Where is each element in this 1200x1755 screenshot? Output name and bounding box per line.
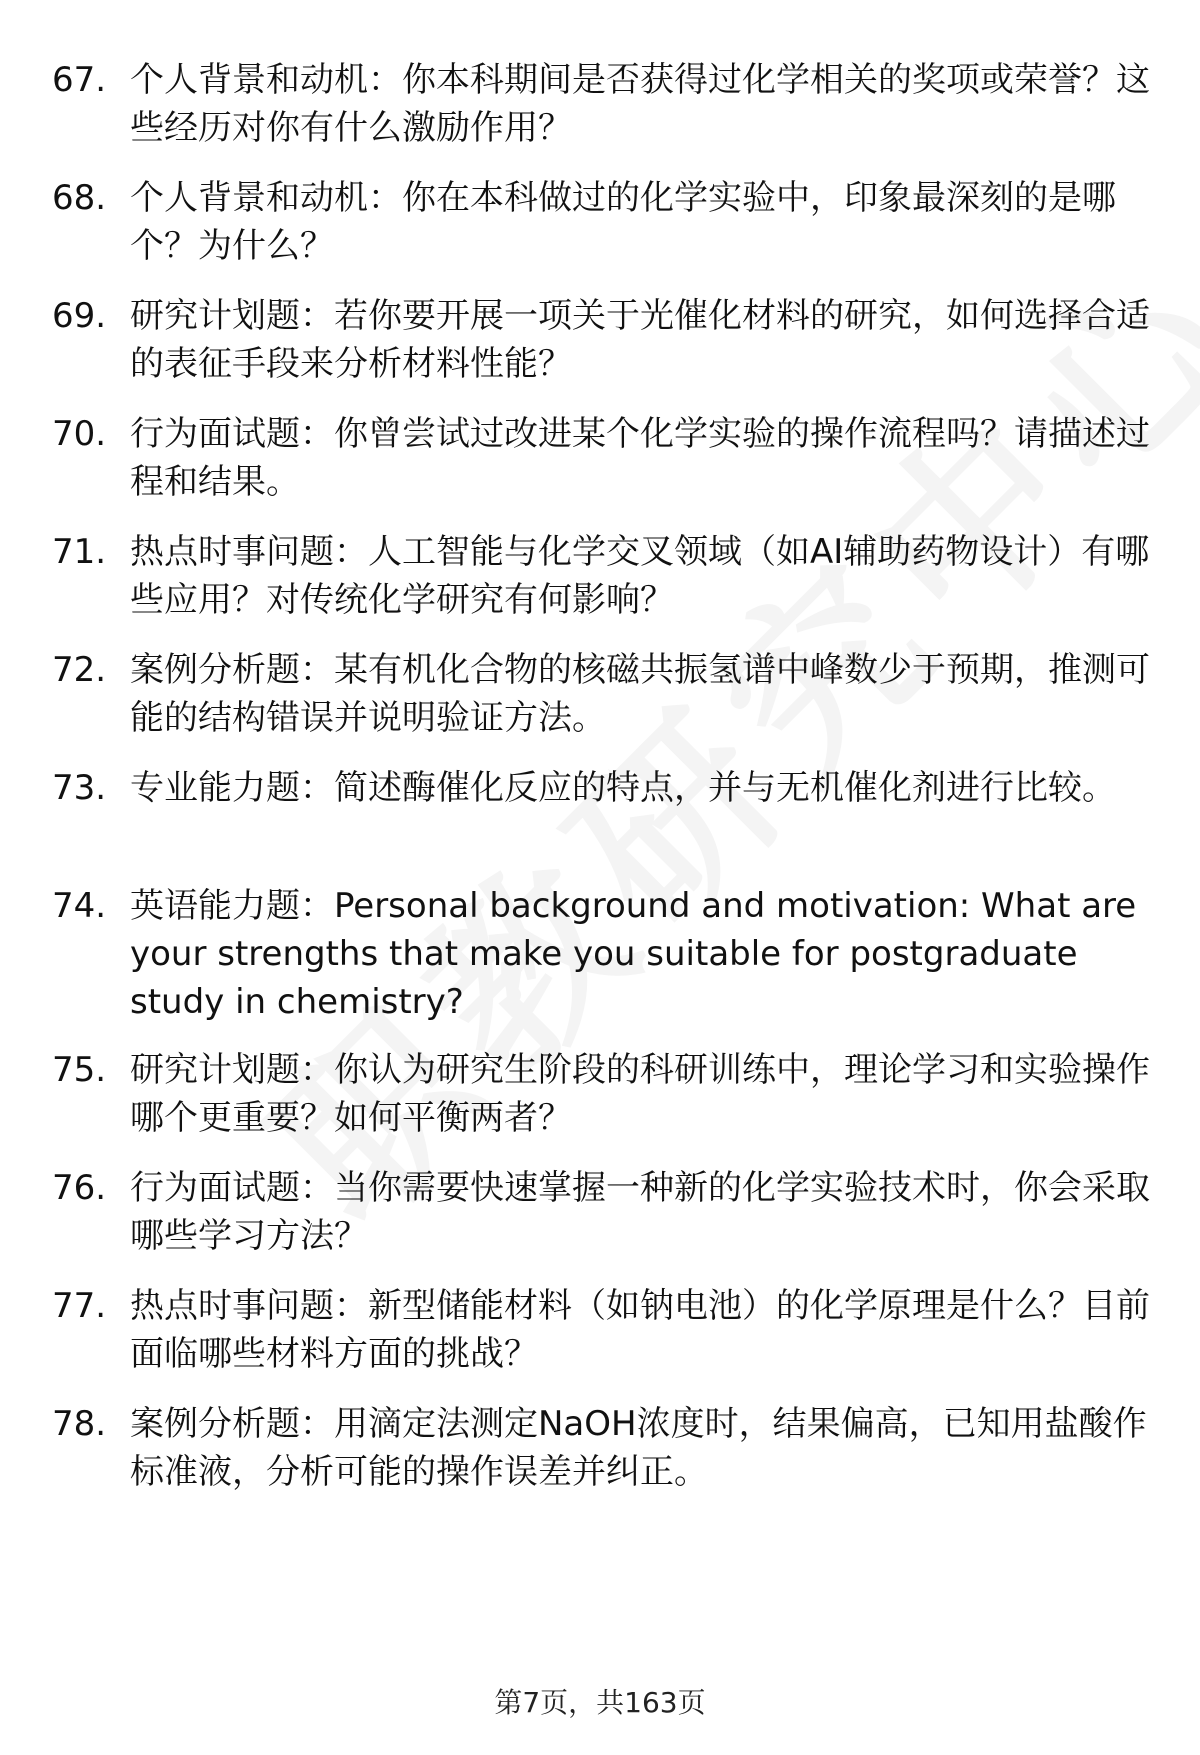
question-text: 个人背景和动机：你本科期间是否获得过化学相关的奖项或荣誉？这些经历对你有什么激励作用？ [130, 60, 1150, 148]
question-number: 68. [52, 178, 107, 218]
question-text: 个人背景和动机：你在本科做过的化学实验中，印象最深刻的是哪个？为什么？ [130, 178, 1116, 266]
question-number: 77. [52, 1286, 107, 1326]
question-number: 67. [52, 60, 107, 100]
question-text: 研究计划题：若你要开展一项关于光催化材料的研究，如何选择合适的表征手段来分析材料性能？ [130, 296, 1150, 384]
question-text: 热点时事问题：新型储能材料（如钠电池）的化学原理是什么？目前面临哪些材料方面的挑战？ [130, 1286, 1150, 1374]
question-number: 74. [52, 886, 107, 926]
question-number: 78. [52, 1404, 107, 1444]
page-number-footer: 第7页，共163页 [494, 1686, 706, 1719]
question-text: 行为面试题：你曾尝试过改进某个化学实验的操作流程吗？请描述过程和结果。 [130, 414, 1150, 502]
question-number: 70. [52, 414, 107, 454]
question-number: 76. [52, 1168, 107, 1208]
question-text: 行为面试题：当你需要快速掌握一种新的化学实验技术时，你会采取哪些学习方法？ [130, 1168, 1150, 1256]
question-number: 73. [52, 768, 107, 808]
question-number: 75. [52, 1050, 107, 1090]
question-text: 案例分析题：用滴定法测定NaOH浓度时，结果偏高，已知用盐酸作标准液，分析可能的操作误差并纠正。 [130, 1404, 1147, 1492]
question-number: 71. [52, 532, 107, 572]
question-text: 专业能力题：简述酶催化反应的特点，并与无机催化剂进行比较。 [130, 768, 1116, 808]
question-number: 69. [52, 296, 107, 336]
question-number: 72. [52, 650, 107, 690]
question-text: 英语能力题：Personal background and motivation: What are your strengths that make you suitable for postgraduate study in chemistry? [130, 886, 1137, 1022]
question-text: 研究计划题：你认为研究生阶段的科研训练中，理论学习和实验操作哪个更重要？如何平衡两者？ [130, 1050, 1150, 1138]
question-text: 热点时事问题：人工智能与化学交叉领域（如AI辅助药物设计）有哪些应用？对传统化学研究有何影响？ [130, 532, 1150, 620]
question-text: 案例分析题：某有机化合物的核磁共振氢谱中峰数少于预期，推测可能的结构错误并说明验证方法。 [130, 650, 1150, 738]
